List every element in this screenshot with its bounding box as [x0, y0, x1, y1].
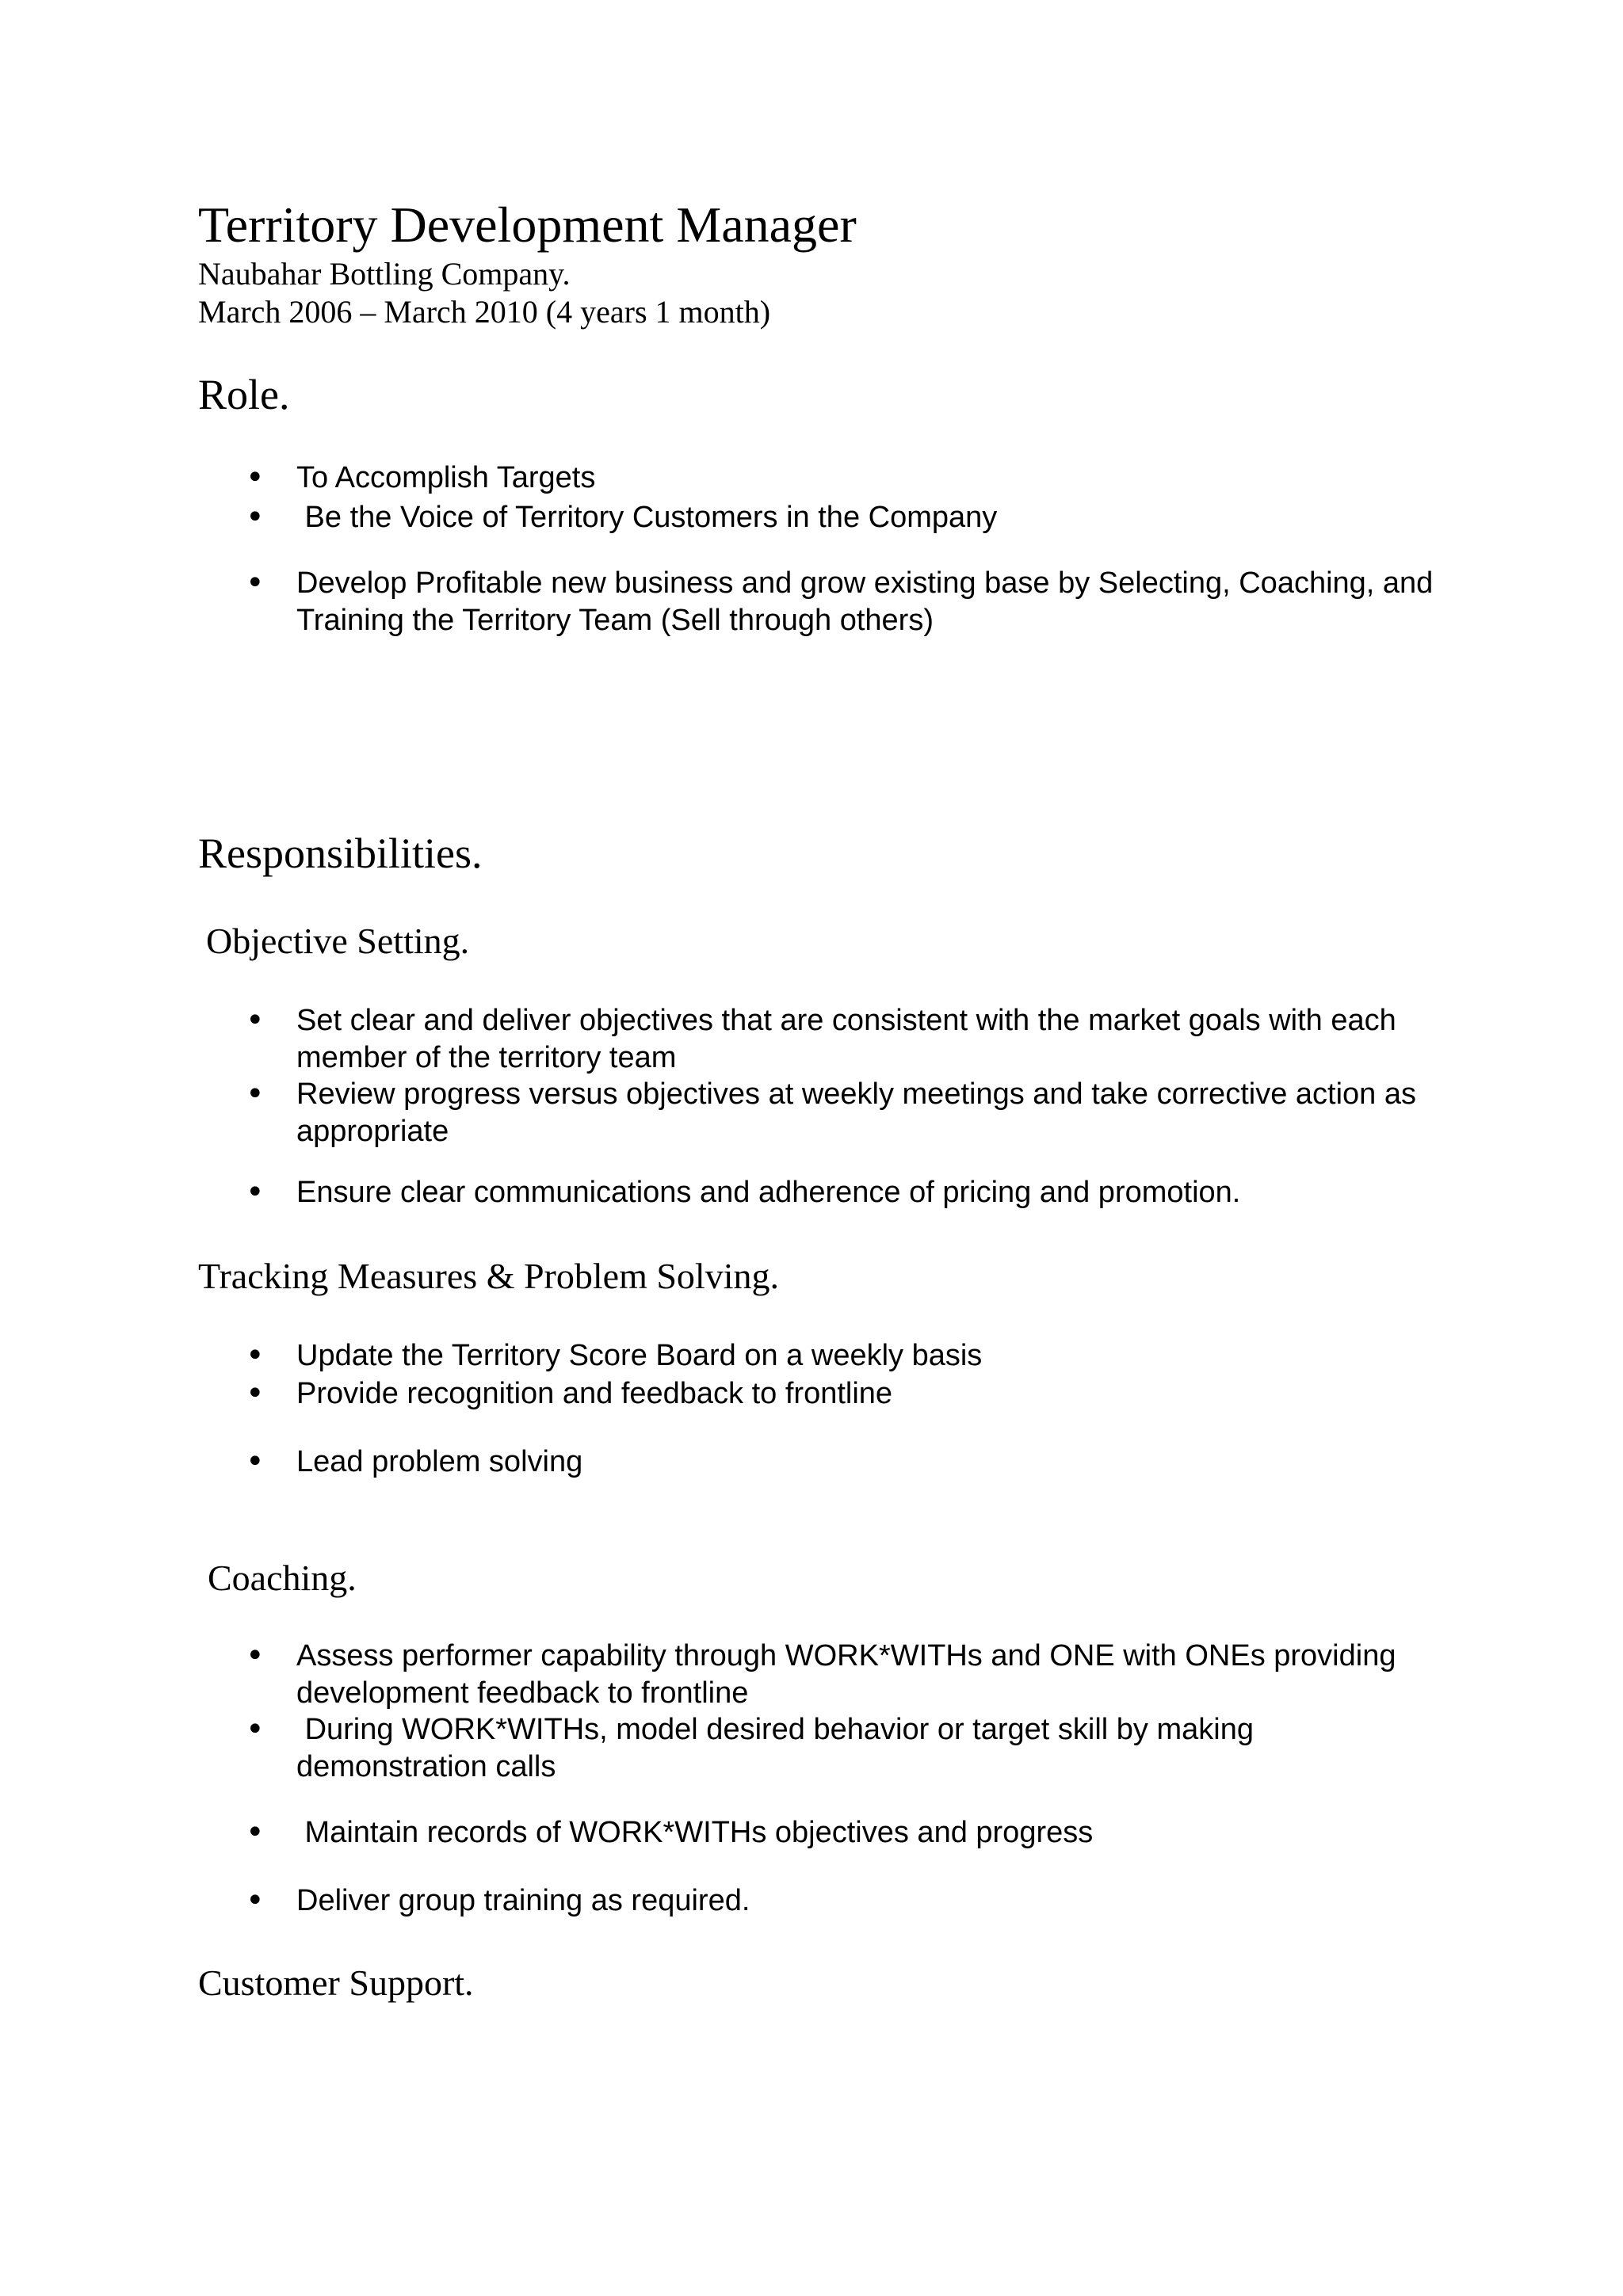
- bullet-icon: •: [246, 1638, 265, 1674]
- bullet-icon: •: [246, 1076, 265, 1112]
- bullet-icon: •: [246, 1375, 265, 1412]
- role-heading: Role.: [198, 371, 290, 418]
- tracking-heading: Tracking Measures & Problem Solving.: [198, 1256, 779, 1296]
- objective-setting-heading: Objective Setting.: [206, 921, 470, 961]
- list-item-text: Lead problem solving: [296, 1445, 583, 1478]
- bullet-icon: •: [246, 1174, 265, 1211]
- list-item-text: Provide recognition and feedback to frontline: [296, 1377, 893, 1410]
- coaching-heading: Coaching.: [208, 1558, 357, 1598]
- employment-dates: March 2006 – March 2010 (4 years 1 month): [198, 294, 771, 330]
- bullet-icon: •: [246, 1337, 265, 1374]
- bullet-icon: •: [246, 1882, 265, 1919]
- list-item-text: Deliver group training as required.: [296, 1884, 750, 1917]
- bullet-icon: •: [246, 1444, 265, 1480]
- bullet-icon: •: [246, 1814, 265, 1851]
- responsibilities-heading: Responsibilities.: [198, 830, 483, 877]
- list-item-text: Review progress versus objectives at weekly meetings and take corrective action as appropriate: [296, 1077, 1416, 1148]
- list-item-text: Develop Profitable new business and grow existing base by Selecting, Coaching, and Training the Territory Team (Sell through others): [296, 566, 1434, 637]
- list-item-text: Assess performer capability through WORK*WITHs and ONE with ONEs providing development feedback to frontline: [296, 1639, 1396, 1710]
- list-item-text: Set clear and deliver objectives that are consistent with the market goals with each member of the territory team: [296, 1004, 1396, 1074]
- company-name: Naubahar Bottling Company.: [198, 256, 571, 292]
- list-item-text: Ensure clear communications and adherence of pricing and promotion.: [296, 1176, 1241, 1209]
- list-item-text: Be the Voice of Territory Customers in the Company: [296, 501, 998, 534]
- list-item-text: Maintain records of WORK*WITHs objectives and progress: [296, 1816, 1094, 1849]
- list-item-text: To Accomplish Targets: [296, 461, 596, 494]
- list-item-text: During WORK*WITHs, model desired behavior or target skill by making demonstration calls: [296, 1713, 1262, 1783]
- bullet-icon: •: [246, 460, 265, 496]
- customer-support-heading: Customer Support.: [198, 1962, 474, 2003]
- bullet-icon: •: [246, 1002, 265, 1039]
- job-title: Territory Development Manager: [198, 196, 857, 253]
- list-item-text: Update the Territory Score Board on a weekly basis: [296, 1339, 983, 1372]
- bullet-icon: •: [246, 1711, 265, 1748]
- bullet-icon: •: [246, 499, 265, 536]
- bullet-icon: •: [246, 565, 265, 601]
